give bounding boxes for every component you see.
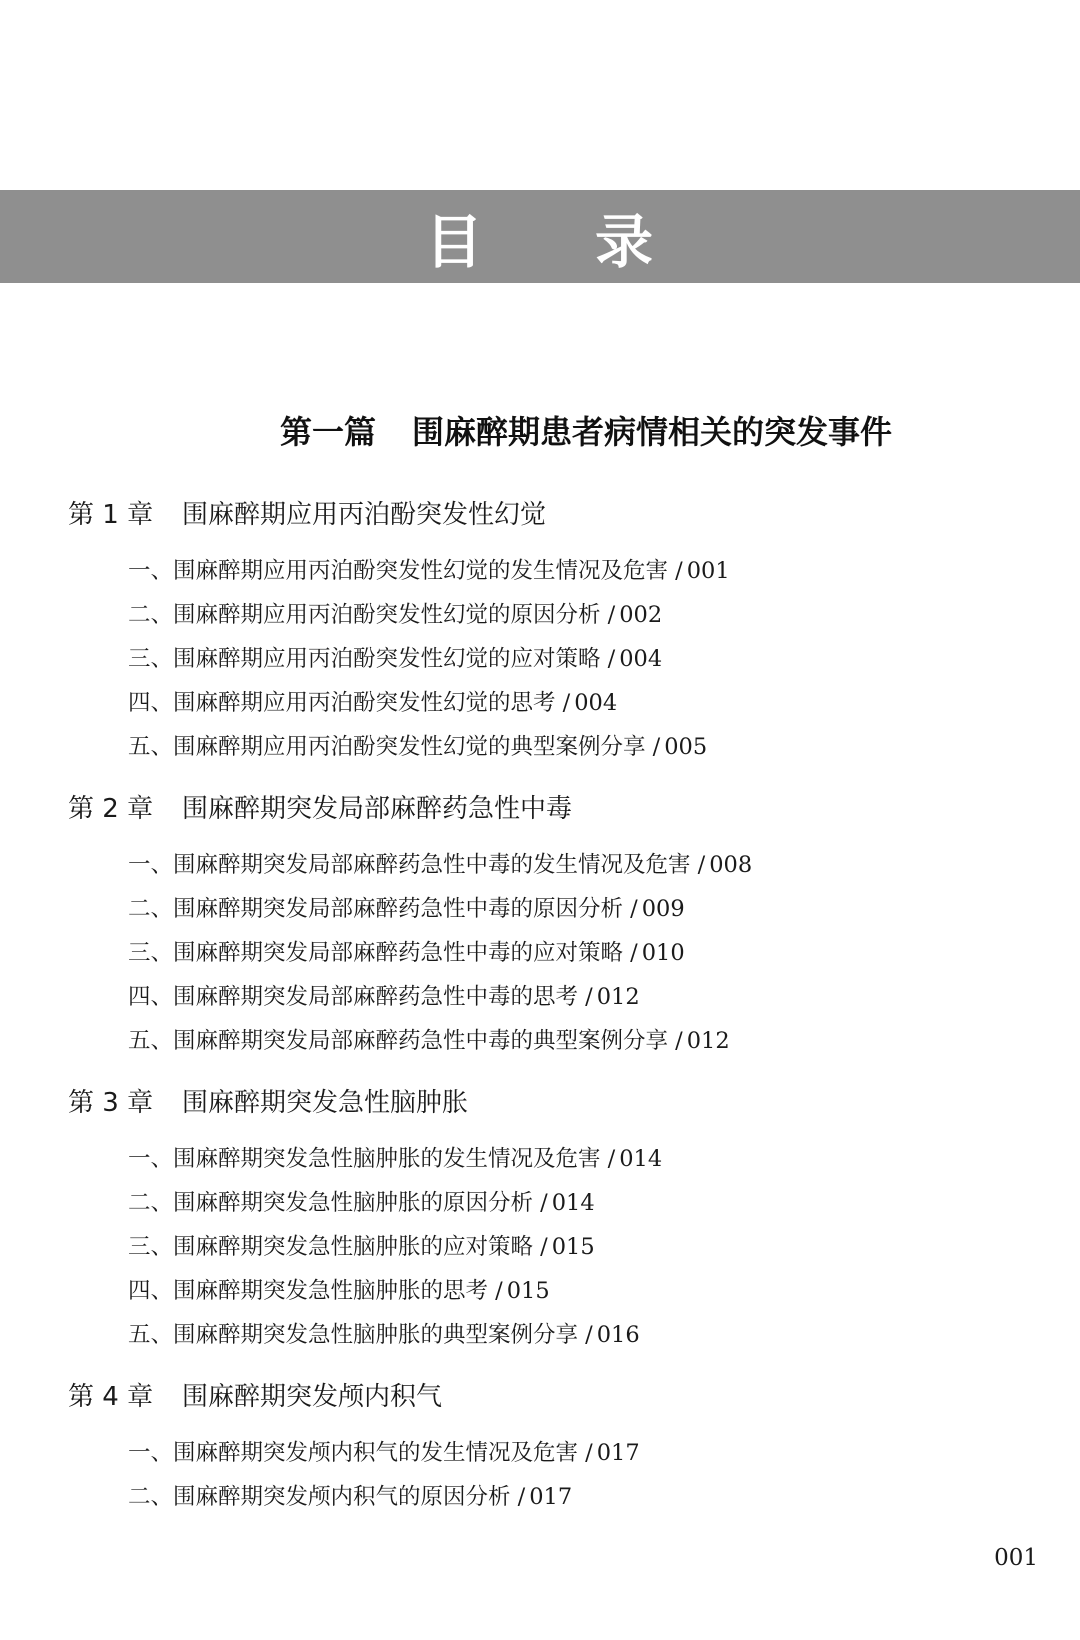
chapter-heading[interactable] bbox=[68, 1376, 442, 1413]
page-number: 001 bbox=[994, 1545, 1038, 1571]
chapter-title: 围麻醉期突发急性脑肿胀 bbox=[182, 1088, 469, 1118]
entry-page: 009 bbox=[641, 896, 685, 922]
entry-page: 010 bbox=[641, 940, 685, 966]
toc-entry[interactable] bbox=[128, 1317, 640, 1349]
entry-text: 二、围麻醉期应用丙泊酚突发性幻觉的原因分析 / bbox=[128, 602, 616, 628]
entry-text: 四、围麻醉期应用丙泊酚突发性幻觉的思考 / bbox=[128, 690, 571, 716]
entry-page: 015 bbox=[506, 1278, 550, 1304]
entry-text: 一、围麻醉期突发颅内积气的发生情况及危害 / bbox=[128, 1440, 593, 1466]
chapter-number: 第 1 章 bbox=[68, 500, 154, 530]
toc-entry[interactable] bbox=[128, 729, 707, 761]
entry-page: 016 bbox=[596, 1322, 640, 1348]
part-heading bbox=[0, 407, 1080, 453]
entry-text: 三、围麻醉期应用丙泊酚突发性幻觉的应对策略 / bbox=[128, 646, 616, 672]
chapter-heading[interactable] bbox=[68, 788, 572, 825]
entry-page: 005 bbox=[664, 734, 708, 760]
entry-text: 一、围麻醉期突发急性脑肿胀的发生情况及危害 / bbox=[128, 1146, 616, 1172]
toc-entry[interactable] bbox=[128, 597, 662, 629]
entry-page: 014 bbox=[551, 1190, 595, 1216]
toc-entry[interactable] bbox=[128, 935, 685, 967]
entry-text: 三、围麻醉期突发局部麻醉药急性中毒的应对策略 / bbox=[128, 940, 638, 966]
toc-title bbox=[425, 195, 655, 279]
toc-entry[interactable] bbox=[128, 1273, 550, 1305]
entry-page: 017 bbox=[529, 1484, 573, 1510]
toc-entry[interactable] bbox=[128, 641, 662, 673]
entry-text: 一、围麻醉期应用丙泊酚突发性幻觉的发生情况及危害 / bbox=[128, 558, 683, 584]
entry-page: 004 bbox=[619, 646, 663, 672]
toc-entry[interactable] bbox=[128, 1229, 595, 1261]
toc-entry[interactable] bbox=[128, 891, 685, 923]
toc-entry[interactable] bbox=[128, 1023, 730, 1055]
toc-entry[interactable] bbox=[128, 1185, 595, 1217]
entry-text: 一、围麻醉期突发局部麻醉药急性中毒的发生情况及危害 / bbox=[128, 852, 706, 878]
entry-text: 五、围麻醉期突发急性脑肿胀的典型案例分享 / bbox=[128, 1322, 593, 1348]
part-title: 围麻醉期患者病情相关的突发事件 bbox=[412, 413, 893, 451]
chapter-number: 第 2 章 bbox=[68, 794, 154, 824]
entry-text: 四、围麻醉期突发急性脑肿胀的思考 / bbox=[128, 1278, 503, 1304]
entry-text: 五、围麻醉期应用丙泊酚突发性幻觉的典型案例分享 / bbox=[128, 734, 661, 760]
toc-banner bbox=[0, 190, 1080, 283]
chapter-title: 围麻醉期突发颅内积气 bbox=[182, 1382, 443, 1412]
toc-entry[interactable] bbox=[128, 685, 617, 717]
entry-page: 012 bbox=[596, 984, 640, 1010]
chapter-title: 围麻醉期突发局部麻醉药急性中毒 bbox=[182, 794, 573, 824]
toc-title-char-1: 目 bbox=[424, 207, 485, 276]
toc-entry[interactable] bbox=[128, 979, 640, 1011]
entry-page: 014 bbox=[619, 1146, 663, 1172]
toc-title-char-2: 录 bbox=[595, 207, 656, 276]
entry-page: 008 bbox=[709, 852, 753, 878]
entry-text: 五、围麻醉期突发局部麻醉药急性中毒的典型案例分享 / bbox=[128, 1028, 683, 1054]
entry-text: 三、围麻醉期突发急性脑肿胀的应对策略 / bbox=[128, 1234, 548, 1260]
entry-text: 二、围麻醉期突发颅内积气的原因分析 / bbox=[128, 1484, 526, 1510]
entry-text: 二、围麻醉期突发局部麻醉药急性中毒的原因分析 / bbox=[128, 896, 638, 922]
entry-page: 002 bbox=[619, 602, 663, 628]
chapter-heading[interactable] bbox=[68, 1082, 468, 1119]
entry-text: 二、围麻醉期突发急性脑肿胀的原因分析 / bbox=[128, 1190, 548, 1216]
chapter-number: 第 4 章 bbox=[68, 1382, 154, 1412]
entry-text: 四、围麻醉期突发局部麻醉药急性中毒的思考 / bbox=[128, 984, 593, 1010]
toc-entry[interactable] bbox=[128, 553, 730, 585]
entry-page: 017 bbox=[596, 1440, 640, 1466]
chapter-heading[interactable] bbox=[68, 494, 546, 531]
chapter-title: 围麻醉期应用丙泊酚突发性幻觉 bbox=[182, 500, 547, 530]
toc-entry[interactable] bbox=[128, 1479, 572, 1511]
entry-page: 015 bbox=[551, 1234, 595, 1260]
entry-page: 004 bbox=[574, 690, 618, 716]
entry-page: 001 bbox=[686, 558, 730, 584]
chapter-number: 第 3 章 bbox=[68, 1088, 154, 1118]
toc-entry[interactable] bbox=[128, 1141, 662, 1173]
part-label: 第一篇 bbox=[279, 413, 376, 451]
toc-entry[interactable] bbox=[128, 847, 752, 879]
toc-entry[interactable] bbox=[128, 1435, 640, 1467]
entry-page: 012 bbox=[686, 1028, 730, 1054]
